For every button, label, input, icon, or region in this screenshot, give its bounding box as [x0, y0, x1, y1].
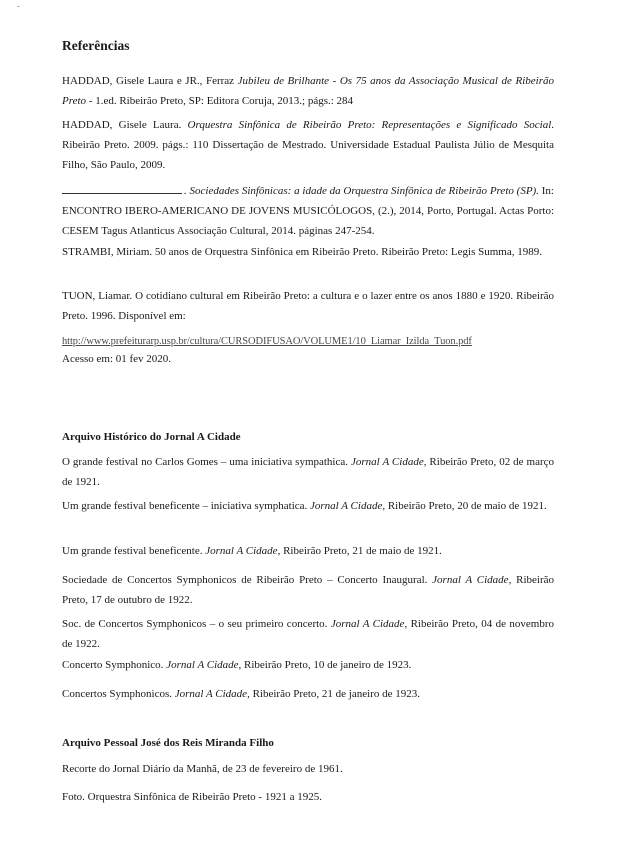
reference-tuon-url-link[interactable]: http://www.prefeiturarp.usp.br/cultura/CURSODIFUSAO/VOLUME1/10_Liamar_Izilda_Tuon.pdf: [62, 336, 472, 347]
list-item: Sociedade de Concertos Symphonicos de Ribeirão Preto – Concerto Inaugural. Jornal A Cidade, Ribeirão Preto, 17 de outubro de 1922.: [62, 574, 554, 606]
author-repeat-line: [62, 184, 182, 194]
list-item: O grande festival no Carlos Gomes – uma iniciativa sympathica. Jornal A Cidade, Ribeirão Preto, 02 de março de 1921.: [62, 456, 554, 488]
reference-haddad-2014: . Sociedades Sinfônicas: a idade da Orquestra Sinfônica de Ribeirão Preto (SP). In: ENCONTRO IBERO-AMERICANO DE JOVENS MUSICÓLOGOS, (2.), 2014, Porto, Portugal. Actas Porto: CESEM Tagus Atlanticus Associação Cultural, 2014. páginas 247-254.: [62, 185, 554, 237]
reference-tuon-1996: TUON, Liamar. O cotidiano cultural em Ribeirão Preto: a cultura e o lazer entre os anos 1880 e 1920. Ribeirão Preto. 1996. Disponível em:: [62, 290, 554, 322]
references-heading: Referências: [62, 38, 130, 53]
arquivo-pessoal-heading: Arquivo Pessoal José dos Reis Miranda Filho: [62, 737, 274, 749]
reference-haddad-2013: HADDAD, Gisele Laura e JR., Ferraz Jubileu de Brilhante - Os 75 anos da Associação Musical de Ribeirão Preto - 1.ed. Ribeirão Preto, SP: Editora Coruja, 2013.; págs.: 284: [62, 75, 554, 107]
list-item: Concerto Symphonico. Jornal A Cidade, Ribeirão Preto, 10 de janeiro de 1923.: [62, 659, 412, 671]
list-item: Foto. Orquestra Sinfônica de Ribeirão Preto - 1921 a 1925.: [62, 791, 322, 803]
list-item: Concertos Symphonicos. Jornal A Cidade, Ribeirão Preto, 21 de janeiro de 1923.: [62, 688, 420, 700]
reference-haddad-2009: HADDAD, Gisele Laura. Orquestra Sinfônica de Ribeirão Preto: Representações e Significado Social. Ribeirão Preto. 2009. págs.: 110 Dissertação de Mestrado. Universidade Estadual Paulista Júlio de Mesquita Filho, São Paulo, 2009.: [62, 119, 554, 171]
list-item: Recorte do Jornal Diário da Manhã, de 23 de fevereiro de 1961.: [62, 763, 343, 775]
reference-tuon-access: Acesso em: 01 fev 2020.: [62, 353, 172, 365]
list-item: Um grande festival beneficente – iniciativa symphatica. Jornal A Cidade, Ribeirão Preto, 20 de maio de 1921.: [62, 500, 547, 512]
reference-strambi-1989: STRAMBI, Miriam. 50 anos de Orquestra Sinfônica em Ribeirão Preto. Ribeirão Preto: Legis Summa, 1989.: [62, 246, 542, 258]
jornal-a-cidade-heading: Arquivo Histórico do Jornal A Cidade: [62, 431, 241, 443]
list-item: Soc. de Concertos Symphonicos – o seu primeiro concerto. Jornal A Cidade, Ribeirão Preto, 04 de novembro de 1922.: [62, 618, 554, 650]
list-item: Um grande festival beneficente. Jornal A Cidade, Ribeirão Preto, 21 de maio de 1921.: [62, 545, 442, 557]
scan-mark: [17, 6, 20, 7]
